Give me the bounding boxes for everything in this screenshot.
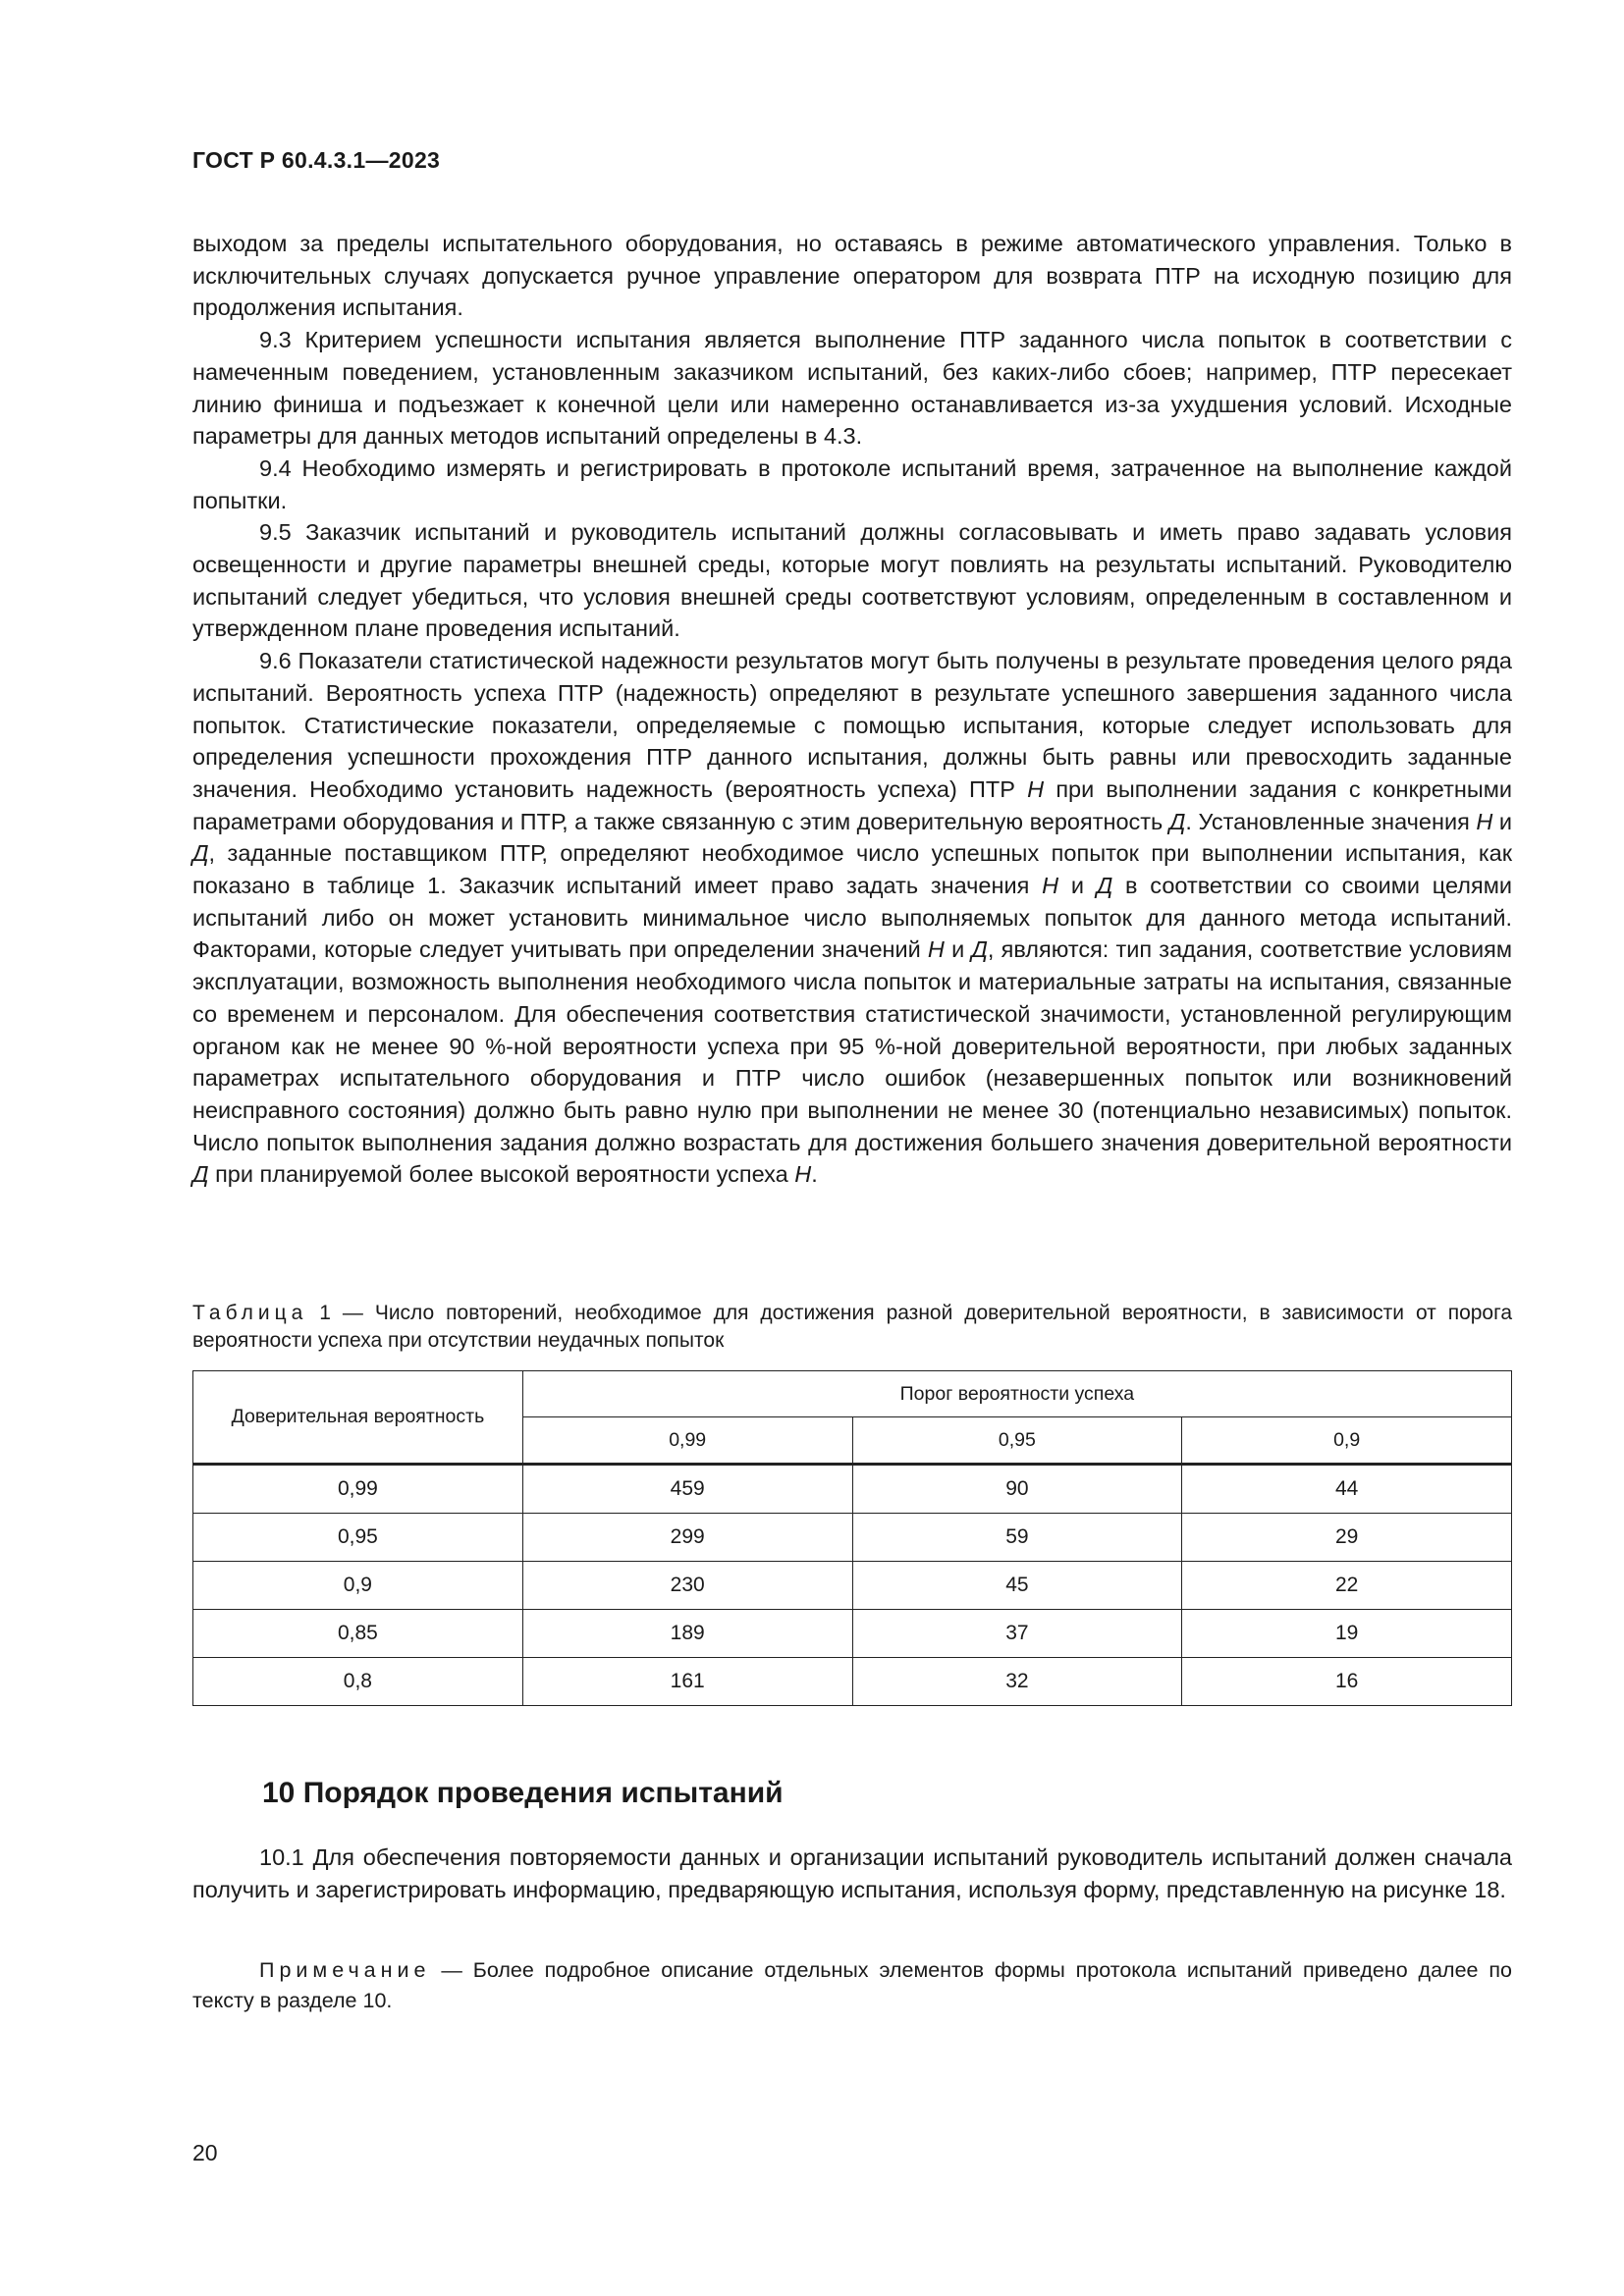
symbol-h: Н xyxy=(927,936,945,963)
symbol-d: Д xyxy=(1096,873,1113,899)
paragraph-9-5: 9.5 Заказчик испытаний и руководитель испытаний должны согласовывать и иметь право задавать условия освещенности и другие параметры внешней среды, которые могут повлиять на результаты испытаний. Руководителю испытаний следует убедиться, что условия внешней среды соответствуют условиям, определенным в составленном и утвержденном плане проведения испытаний. xyxy=(192,519,1512,642)
text-span: при планируемой более высокой вероятности успеха xyxy=(208,1161,795,1188)
section-10-heading: 10 Порядок проведения испытаний xyxy=(262,1777,784,1809)
page-number: 20 xyxy=(192,2140,218,2165)
table-cell: 59 xyxy=(852,1514,1182,1562)
symbol-h: Н xyxy=(1027,775,1045,802)
paragraph-10-1: 10.1 Для обеспечения повторяемости данных и организации испытаний руководитель испытаний должен сначала получить и зарегистрировать информацию, предваряющую испытания, используя форму, представленную на рисунке 18. xyxy=(192,1844,1512,1902)
table-row xyxy=(193,1514,1512,1562)
table-cell: 189 xyxy=(522,1610,852,1658)
header-confidence: Доверительная вероятность xyxy=(193,1371,523,1465)
table-caption xyxy=(192,1300,1512,1355)
text-span: и xyxy=(1492,808,1513,834)
header-threshold-value: 0,9 xyxy=(1182,1417,1512,1465)
table-cell: 44 xyxy=(1182,1465,1512,1514)
header-threshold-value: 0,99 xyxy=(522,1417,852,1465)
table-row xyxy=(193,1562,1512,1610)
table-cell: 90 xyxy=(852,1465,1182,1514)
table-cell: 22 xyxy=(1182,1562,1512,1610)
data-table xyxy=(192,1370,1512,1706)
table-row xyxy=(193,1465,1512,1514)
table-cell-confidence: 0,99 xyxy=(193,1465,523,1514)
note-label: Примечание xyxy=(259,1958,431,1982)
table-caption-label: Таблица xyxy=(192,1302,308,1324)
symbol-h: Н xyxy=(794,1161,812,1188)
table-cell-confidence: 0,9 xyxy=(193,1562,523,1610)
section-10-body xyxy=(192,1842,1512,1905)
paragraph-continuation: выходом за пределы испытательного оборудования, но оставаясь в режиме автоматического управления. Только в исключительных случаях допускается ручное управление оператором для возврата ПТР на исходную позицию для продолжения испытания. xyxy=(192,231,1512,321)
table-cell: 29 xyxy=(1182,1514,1512,1562)
text-span: и xyxy=(944,936,972,963)
text-span: в соответствии со своими целями испытаний либо он может установить минимальное число выполняемых попыток для данного метода испытаний. Факторами, которые следует учитывать при определении значений xyxy=(192,873,1513,963)
symbol-d: Д xyxy=(192,840,209,867)
table-caption-text: 1 — Число повторений, необходимое для достижения разной доверительной вероятности, в зависимости от порога вероятности успеха при отсутствии неудачных попыток xyxy=(192,1302,1512,1352)
text-span: , являются: тип задания, соответствие условиям эксплуатации, возможность выполнения необходимого числа попыток и материальные затраты на испытания, связанные со временем и персоналом. Для обеспечения соответствия статистической значимости, установленной регулирующим органом как не менее 90 %-ной вероятности успеха при 95 %-ной доверительной вероятности, при любых заданных параметрах испытательного оборудования и ПТР число ошибок (незавершенных попыток или возникновений неисправного состояния) должно быть равно нулю при выполнении не менее 30 (потенциально независимых) попыток. Число попыток выполнения задания должно возрастать для достижения большего значения доверительной вероятности xyxy=(192,936,1512,1155)
text-span: , заданные поставщиком ПТР, определяют необходимое число успешных попыток при выполнении испытания, как показано в таблице 1. Заказчик испытаний имеет право задать значения xyxy=(192,840,1512,899)
table-cell: 459 xyxy=(522,1465,852,1514)
symbol-h: Н xyxy=(1042,873,1059,899)
symbol-d: Д xyxy=(971,936,988,963)
table-cell: 37 xyxy=(852,1610,1182,1658)
note-text: — Более подробное описание отдельных элементов формы протокола испытаний приведено далее по тексту в разделе 10. xyxy=(192,1958,1512,2012)
document-code-header: ГОСТ Р 60.4.3.1—2023 xyxy=(192,147,441,173)
symbol-d: Д xyxy=(192,1161,209,1188)
paragraph-9-6 xyxy=(192,645,1512,1191)
table-cell: 299 xyxy=(522,1514,852,1562)
table-cell: 230 xyxy=(522,1562,852,1610)
body-text xyxy=(192,228,1512,1191)
table-cell-confidence: 0,85 xyxy=(193,1610,523,1658)
table-cell: 16 xyxy=(1182,1658,1512,1706)
table-cell: 45 xyxy=(852,1562,1182,1610)
table-cell-confidence: 0,95 xyxy=(193,1514,523,1562)
text-span: 9.6 Показатели статистической надежности результатов могут быть получены в результате проведения целого ряда испытаний. Вероятность успеха ПТР (надежность) определяют в результате успешного завершения заданного числа попыток. Статистические показатели, определяемые с помощью испытания, которые следует использовать для определения успешности прохождения ПТР данного испытания, должны быть равны или превосходить заданные значения. Необходимо установить надежность (вероятность успеха) ПТР xyxy=(192,648,1512,802)
symbol-d: Д xyxy=(1168,808,1186,834)
header-threshold-value: 0,95 xyxy=(852,1417,1182,1465)
table-cell: 19 xyxy=(1182,1610,1512,1658)
table-row xyxy=(193,1610,1512,1658)
paragraph-9-3: 9.3 Критерием успешности испытания является выполнение ПТР заданного числа попыток в соответствии с намеченным поведением, установленным заказчиком испытаний, без каких-либо сбоев; например, ПТР пересекает линию финиша и подъезжает к конечной цели или намеренно останавливается из-за ухудшения условий. Исходные параметры для данных методов испытаний определены в 4.3. xyxy=(192,327,1512,450)
table-cell: 161 xyxy=(522,1658,852,1706)
text-span: при выполнении задания с конкретными параметрами оборудования и ПТР, а также связанную с этим доверительную вероятность xyxy=(192,775,1512,834)
note xyxy=(192,1955,1512,2016)
header-threshold: Порог вероятности успеха xyxy=(522,1371,1511,1417)
text-span: . Установленные значения xyxy=(1185,808,1477,834)
paragraph-9-4: 9.4 Необходимо измерять и регистрировать в протоколе испытаний время, затраченное на выполнение каждой попытки. xyxy=(192,454,1512,513)
symbol-h: Н xyxy=(1476,808,1493,834)
table-row xyxy=(193,1658,1512,1706)
text-span: . xyxy=(811,1161,818,1188)
table-cell: 32 xyxy=(852,1658,1182,1706)
text-span: и xyxy=(1058,873,1097,899)
table-cell-confidence: 0,8 xyxy=(193,1658,523,1706)
